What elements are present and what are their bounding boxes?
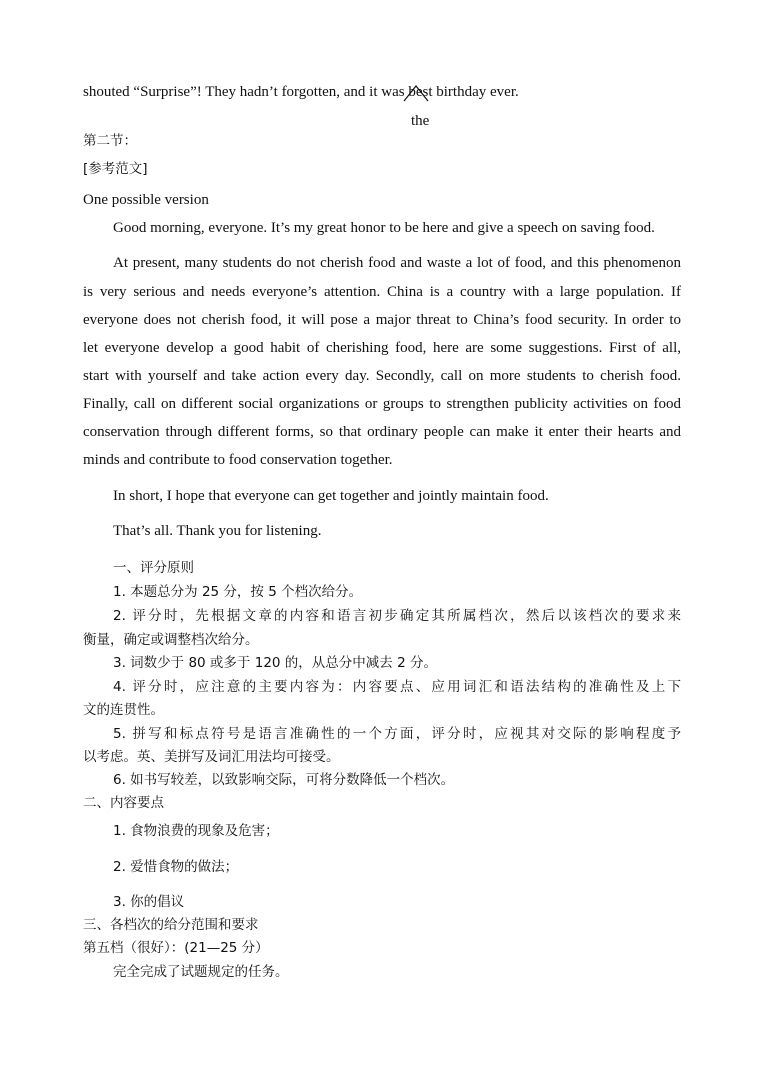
principle-item: 5. 拼写和标点符号是语言准确性的一个方面，评分时，应视其对交际的影响程度予 [113, 726, 681, 742]
principle-item: 3. 词数少于 80 或多于 120 的，从总分中减去 2 分。 [113, 655, 437, 671]
level-5-title: 第五档（很好）：(21—25 分） [83, 940, 269, 956]
essay-paragraph-3: In short, I hope that everyone can get together and jointly maintain food. [113, 488, 549, 504]
essay-p2-line: Finally, call on different social organizations or groups to strengthen publicity activities on food [83, 396, 681, 412]
principles-title: 一、评分原则 [113, 560, 194, 576]
principle-item-continued: 文的连贯性。 [83, 702, 164, 718]
principle-item: 6. 如书写较差，以致影响交际，可将分数降低一个档次。 [113, 772, 455, 788]
principle-item: 4. 评分时，应注意的主要内容为：内容要点、应用词汇和语法结构的准确性及上下 [113, 679, 681, 695]
insertion-caret-mark [402, 84, 430, 102]
principle-item-continued: 以考虑。英、美拼写及词汇用法均可接受。 [83, 749, 340, 765]
levels-title: 三、各档次的给分范围和要求 [83, 917, 259, 933]
essay-p2-line: everyone does not cherish food, it will pose a major threat to China’s food security. In order to [83, 312, 681, 328]
top-paragraph-line: shouted “Surprise”! They hadn’t forgotten, and it was best birthday ever. [83, 84, 519, 100]
essay-paragraph-4: That’s all. Thank you for listening. [113, 523, 322, 539]
essay-paragraph-1: Good morning, everyone. It’s my great honor to be here and give a speech on saving food. [113, 220, 655, 236]
content-point: 3. 你的倡议 [113, 894, 185, 910]
inserted-correction-word: the [411, 113, 430, 129]
reference-label: [参考范文] [83, 161, 148, 177]
content-point: 2. 爱惜食物的做法； [113, 859, 239, 875]
section-heading: 第二节： [83, 133, 137, 149]
principle-item: 2. 评分时，先根据文章的内容和语言初步确定其所属档次，然后以该档次的要求来 [113, 608, 681, 624]
version-title: One possible version [83, 192, 209, 208]
principle-item-continued: 衡量，确定或调整档次给分。 [83, 632, 259, 648]
essay-p2-line: conservation through different forms, so that ordinary people can make it enter their hearts and [83, 424, 681, 440]
essay-p2-line: is very serious and needs everyone’s attention. China is a country with a large population. If [83, 284, 681, 300]
content-points-title: 二、内容要点 [83, 795, 164, 811]
essay-p2-line: start with yourself and take action every day. Secondly, call on more students to cherish food. [83, 368, 681, 384]
level-5-description: 完全完成了试题规定的任务。 [113, 964, 289, 980]
essay-p2-line: At present, many students do not cherish food and waste a lot of food, and this phenomenon [113, 255, 681, 271]
principle-item: 1. 本题总分为 25 分，按 5 个档次给分。 [113, 584, 363, 600]
content-point: 1. 食物浪费的现象及危害； [113, 823, 279, 839]
essay-p2-line: minds and contribute to food conservation together. [83, 452, 393, 468]
essay-p2-line: let everyone develop a good habit of cherishing food, here are some suggestions. First of all, [83, 340, 681, 356]
